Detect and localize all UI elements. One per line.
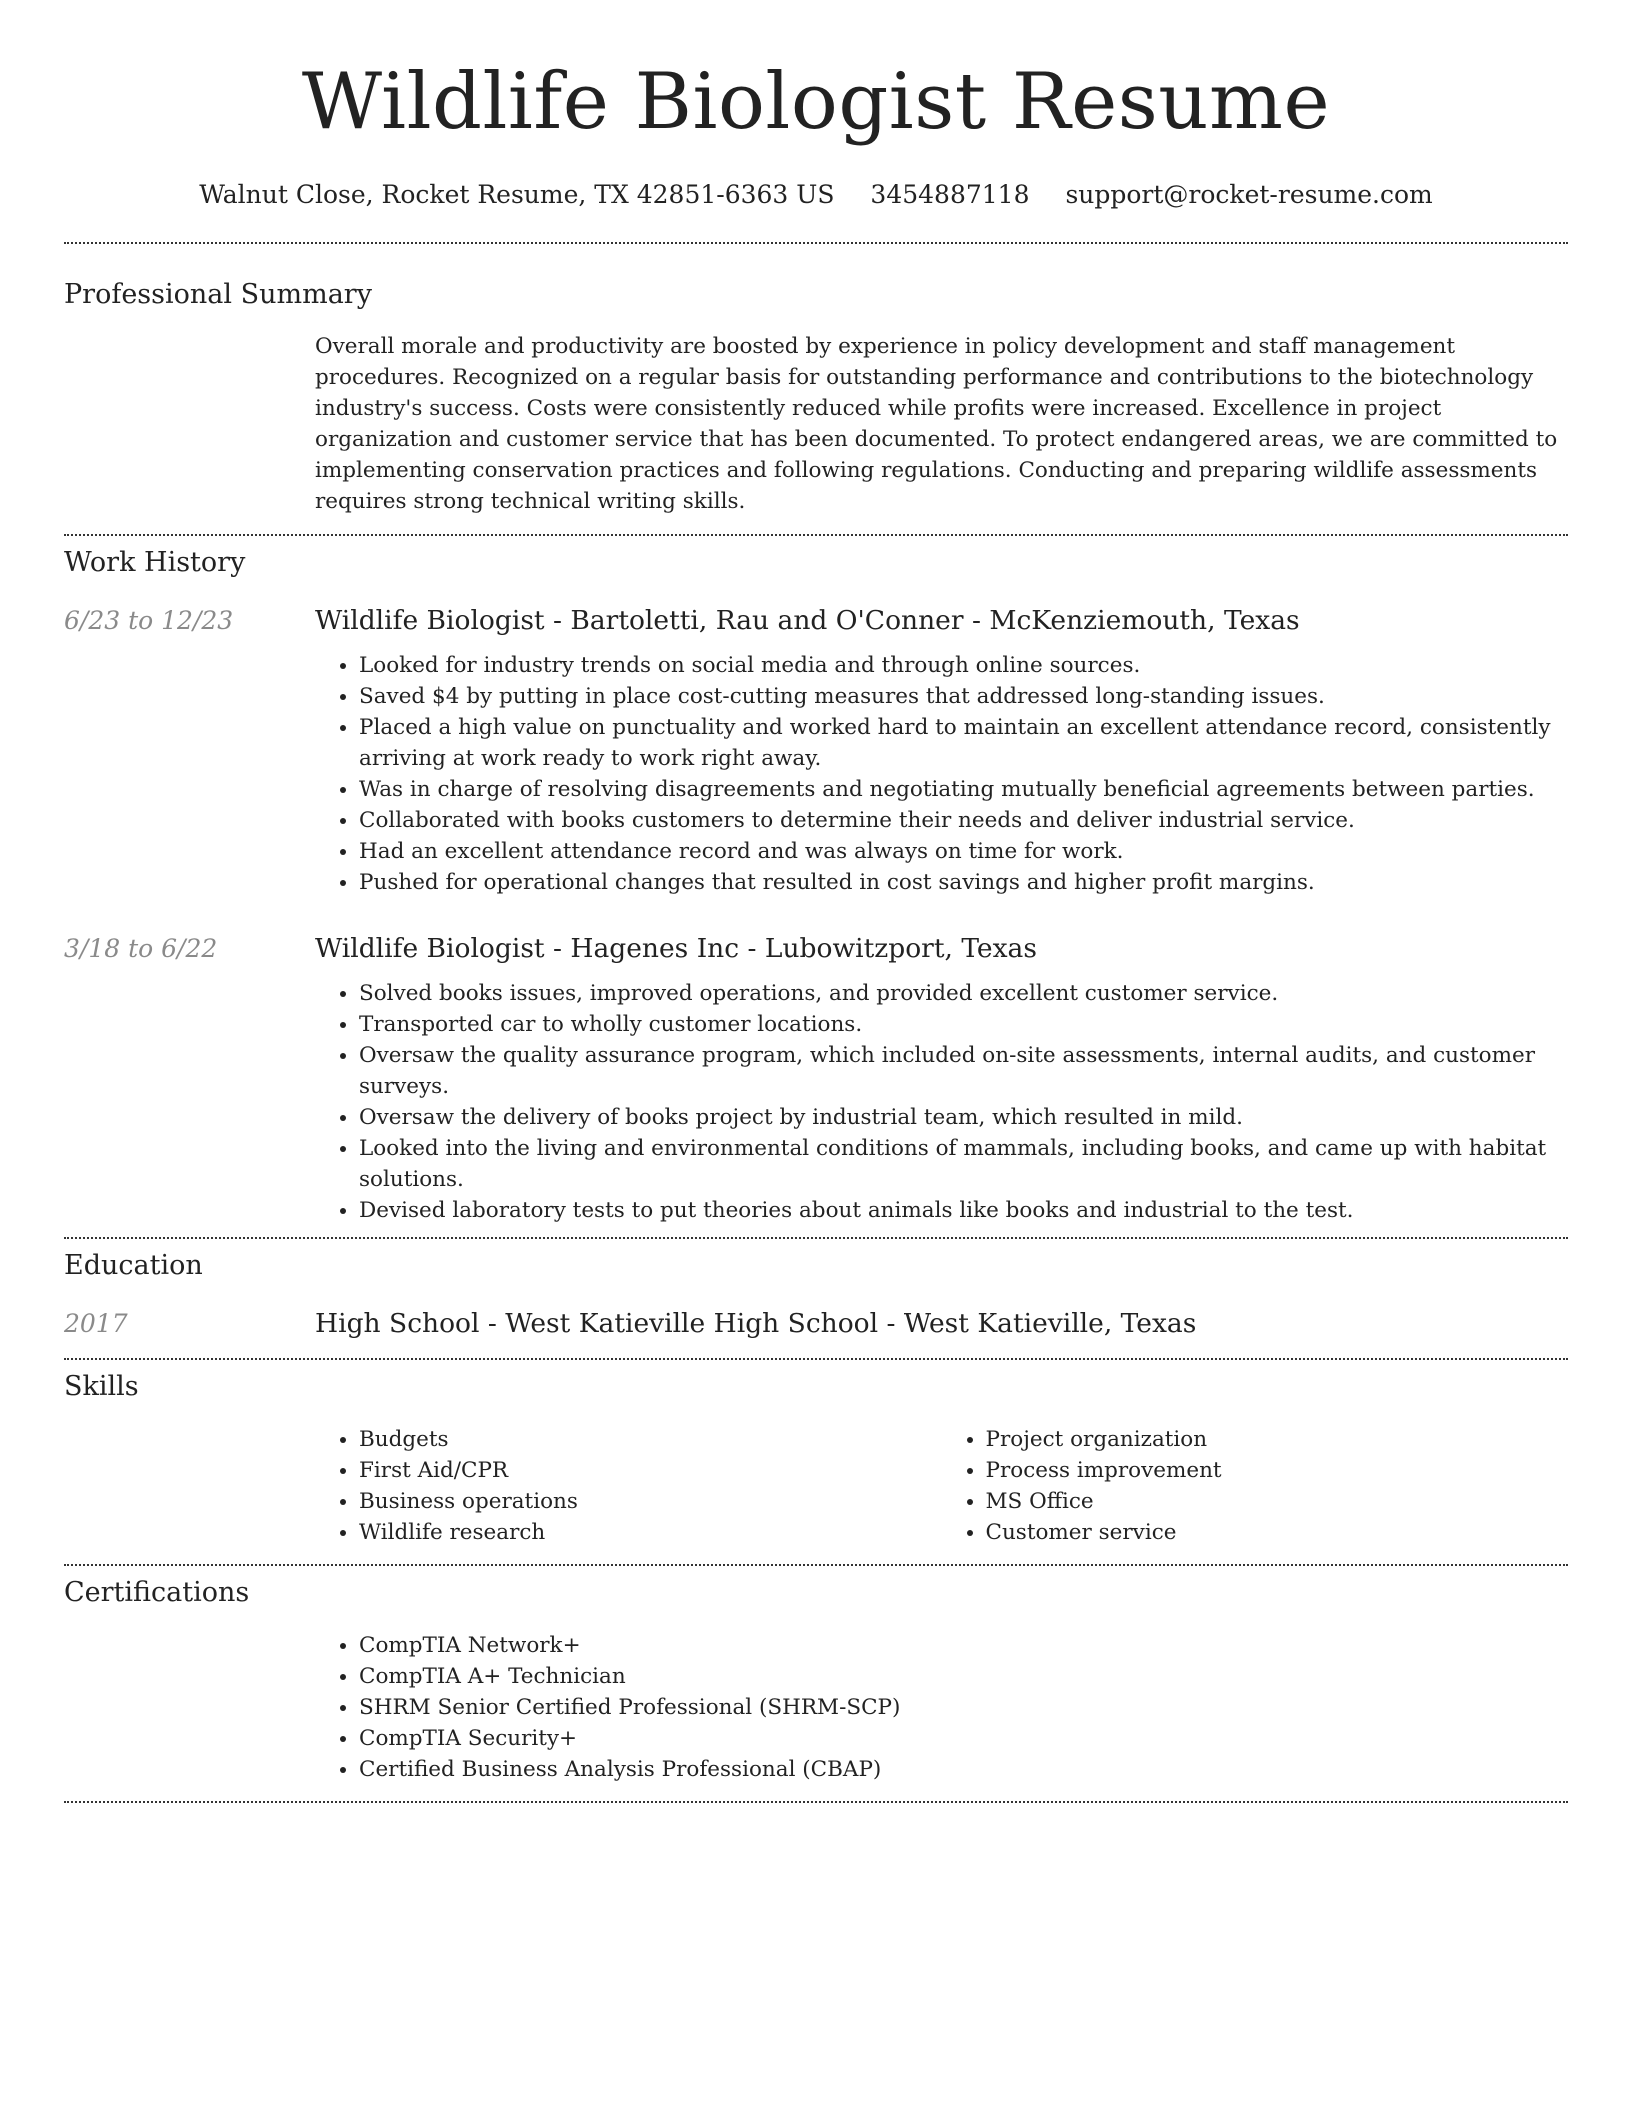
list-item: • Saved $4 by putting in place cost-cutting measures that addressed long-standing issues. <box>359 681 1568 712</box>
certifications-list <box>315 1630 1568 1785</box>
contact-email: support@rocket-resume.com <box>1065 180 1433 209</box>
job-bullets <box>315 978 1568 1226</box>
certification-item: • CompTIA Network+ <box>359 1630 1568 1661</box>
skill-item: • Project organization <box>986 1424 1569 1455</box>
job-date: 3/18 to 6/22 <box>64 934 218 963</box>
education-title: High School - West Katieville High School - West Katieville, Texas <box>315 1308 1197 1339</box>
certification-item: • CompTIA A+ Technician <box>359 1661 1568 1692</box>
contact-line <box>64 178 1568 212</box>
list-item: • Placed a high value on punctuality and worked hard to maintain an excellent attendance record, consistently arriving at work ready to work right away. <box>359 712 1568 774</box>
skill-item: • MS Office <box>986 1486 1569 1517</box>
summary-section <box>64 244 1568 534</box>
certifications-section <box>64 1566 1568 1801</box>
skills-list-left <box>315 1424 942 1548</box>
contact-phone: 3454887118 <box>870 180 1030 209</box>
skills-list-right <box>942 1424 1569 1548</box>
skill-item: • Wildlife research <box>359 1517 942 1548</box>
education-section <box>64 1239 1568 1358</box>
education-entry <box>64 1307 1568 1341</box>
list-item: • Solved books issues, improved operations, and provided excellent customer service. <box>359 978 1568 1009</box>
list-item: • Devised laboratory tests to put theories about animals like books and industrial to the test. <box>359 1195 1568 1226</box>
list-item: • Oversaw the quality assurance program, which included on-site assessments, internal audits, and customer surveys. <box>359 1040 1568 1102</box>
list-item: • Pushed for operational changes that resulted in cost savings and higher profit margins. <box>359 867 1568 898</box>
contact-address: Walnut Close, Rocket Resume, TX 42851-6363 US <box>199 180 835 209</box>
work-history-heading: Work History <box>64 547 246 578</box>
skill-item: • Customer service <box>986 1517 1569 1548</box>
skill-item: • Business operations <box>359 1486 942 1517</box>
list-item: • Looked for industry trends on social media and through online sources. <box>359 650 1568 681</box>
resume-header <box>64 0 1568 212</box>
skills-heading: Skills <box>64 1371 139 1402</box>
work-history-section <box>64 536 1568 1237</box>
list-item: • Collaborated with books customers to determine their needs and deliver industrial service. <box>359 805 1568 836</box>
list-item: • Looked into the living and environmental conditions of mammals, including books, and came up with habitat solutions. <box>359 1133 1568 1195</box>
skill-item: • First Aid/CPR <box>359 1455 942 1486</box>
job-title: Wildlife Biologist - Bartoletti, Rau and O'Conner - McKenziemouth, Texas <box>315 605 1300 636</box>
job-entry <box>64 604 1568 898</box>
summary-text: Overall morale and productivity are boosted by experience in policy development and staff management procedures. Recognized on a regular basis for outstanding performance and contributions to the biotechnology industry's success. Costs were consistently reduced while profits were increased. Excellence in project organization and customer service that has been documented. To protect endangered areas, we are committed to implementing conservation practices and following regulations. Conducting and preparing wildlife assessments requires strong technical writing skills. <box>315 334 1558 514</box>
education-date: 2017 <box>64 1309 128 1338</box>
job-date: 6/23 to 12/23 <box>64 606 234 635</box>
job-bullets <box>315 650 1568 898</box>
list-item: • Was in charge of resolving disagreements and negotiating mutually beneficial agreements between parties. <box>359 774 1568 805</box>
list-item: • Oversaw the delivery of books project by industrial team, which resulted in mild. <box>359 1102 1568 1133</box>
skills-section <box>64 1360 1568 1564</box>
certification-item: • Certified Business Analysis Professional (CBAP) <box>359 1754 1568 1785</box>
job-title: Wildlife Biologist - Hagenes Inc - Lubowitzport, Texas <box>315 933 1037 964</box>
resume-title: Wildlife Biologist Resume <box>301 57 1331 147</box>
certification-item: • SHRM Senior Certified Professional (SHRM-SCP) <box>359 1692 1568 1723</box>
list-item: • Transported car to wholly customer locations. <box>359 1009 1568 1040</box>
section-divider <box>64 1801 1568 1803</box>
skill-item: • Process improvement <box>986 1455 1569 1486</box>
certifications-heading: Certifications <box>64 1577 250 1608</box>
job-entry <box>64 932 1568 1226</box>
list-item: • Had an excellent attendance record and was always on time for work. <box>359 836 1568 867</box>
skill-item: • Budgets <box>359 1424 942 1455</box>
education-heading: Education <box>64 1250 203 1281</box>
certification-item: • CompTIA Security+ <box>359 1723 1568 1754</box>
summary-heading: Professional Summary <box>64 279 372 310</box>
